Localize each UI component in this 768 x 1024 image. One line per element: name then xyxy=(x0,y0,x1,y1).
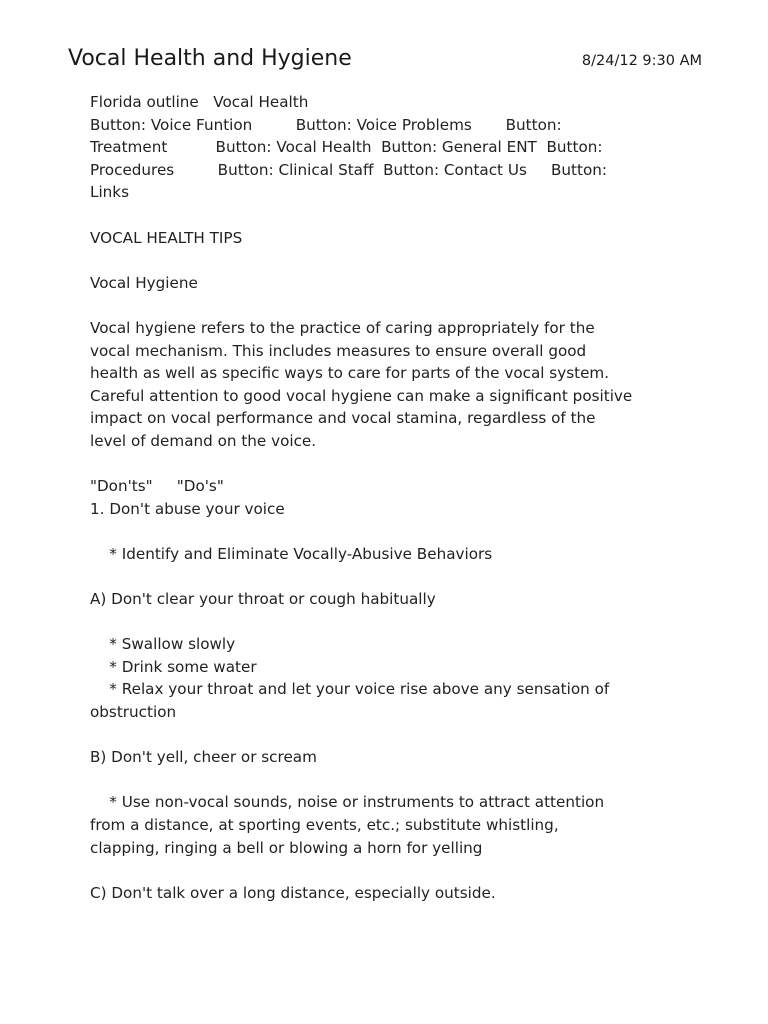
text-line: A) Don't clear your throat or cough habitually xyxy=(90,590,436,609)
blank-line xyxy=(90,565,682,588)
text-line: health as well as specific ways to care for parts of the vocal system. xyxy=(90,364,610,383)
text-line: Links xyxy=(90,183,130,202)
text-line: B) Don't yell, cheer or scream xyxy=(90,748,317,767)
text-line: clapping, ringing a bell or blowing a horn for yelling xyxy=(90,838,483,857)
text-line: Procedures Button: Clinical Staff Button: Contact Us Button: xyxy=(90,160,607,179)
text-line: Button: Voice Funtion Button: Voice Problems Button: xyxy=(90,115,562,134)
blank-line xyxy=(90,453,682,476)
blank-line xyxy=(90,520,682,543)
text-line: * Drink some water xyxy=(90,657,257,676)
blank-line xyxy=(90,859,682,882)
text-line: * Use non-vocal sounds, noise or instruments to attract attention xyxy=(90,793,605,812)
blank-line xyxy=(90,611,682,634)
blank-line xyxy=(90,724,682,747)
text-line: obstruction xyxy=(90,703,177,722)
text-line: VOCAL HEALTH TIPS xyxy=(90,228,243,247)
text-line: level of demand on the voice. xyxy=(90,431,317,450)
document-header xyxy=(68,44,702,76)
text-line: * Swallow slowly xyxy=(90,635,236,654)
text-line: Vocal Hygiene xyxy=(90,273,198,292)
text-line: 1. Don't abuse your voice xyxy=(90,499,285,518)
text-line: Florida outline Vocal Health xyxy=(90,93,309,111)
document-timestamp: 8/24/12 9:30 AM xyxy=(581,53,702,69)
blank-line xyxy=(90,249,682,272)
document-title: Vocal Health and Hygiene xyxy=(68,46,352,71)
document-body xyxy=(90,91,682,904)
text-line: * Identify and Eliminate Vocally-Abusive Behaviors xyxy=(90,544,493,563)
text-line: "Don'ts" "Do's" xyxy=(90,477,224,496)
blank-line xyxy=(90,294,682,317)
text-line: Vocal hygiene refers to the practice of caring appropriately for the xyxy=(90,318,595,337)
text-line: from a distance, at sporting events, etc.; substitute whistling, xyxy=(90,816,559,834)
text-line: Treatment Button: Vocal Health Button: General ENT Button: xyxy=(90,138,603,157)
text-line: * Relax your throat and let your voice rise above any sensation of xyxy=(90,680,610,699)
blank-line xyxy=(90,204,682,227)
text-line: impact on vocal performance and vocal stamina, regardless of the xyxy=(90,409,596,428)
blank-line xyxy=(90,769,682,792)
text-line: vocal mechanism. This includes measures to ensure overall good xyxy=(90,341,587,360)
text-line: C) Don't talk over a long distance, especially outside. xyxy=(90,883,496,902)
text-line: Careful attention to good vocal hygiene can make a significant positive xyxy=(90,386,633,405)
